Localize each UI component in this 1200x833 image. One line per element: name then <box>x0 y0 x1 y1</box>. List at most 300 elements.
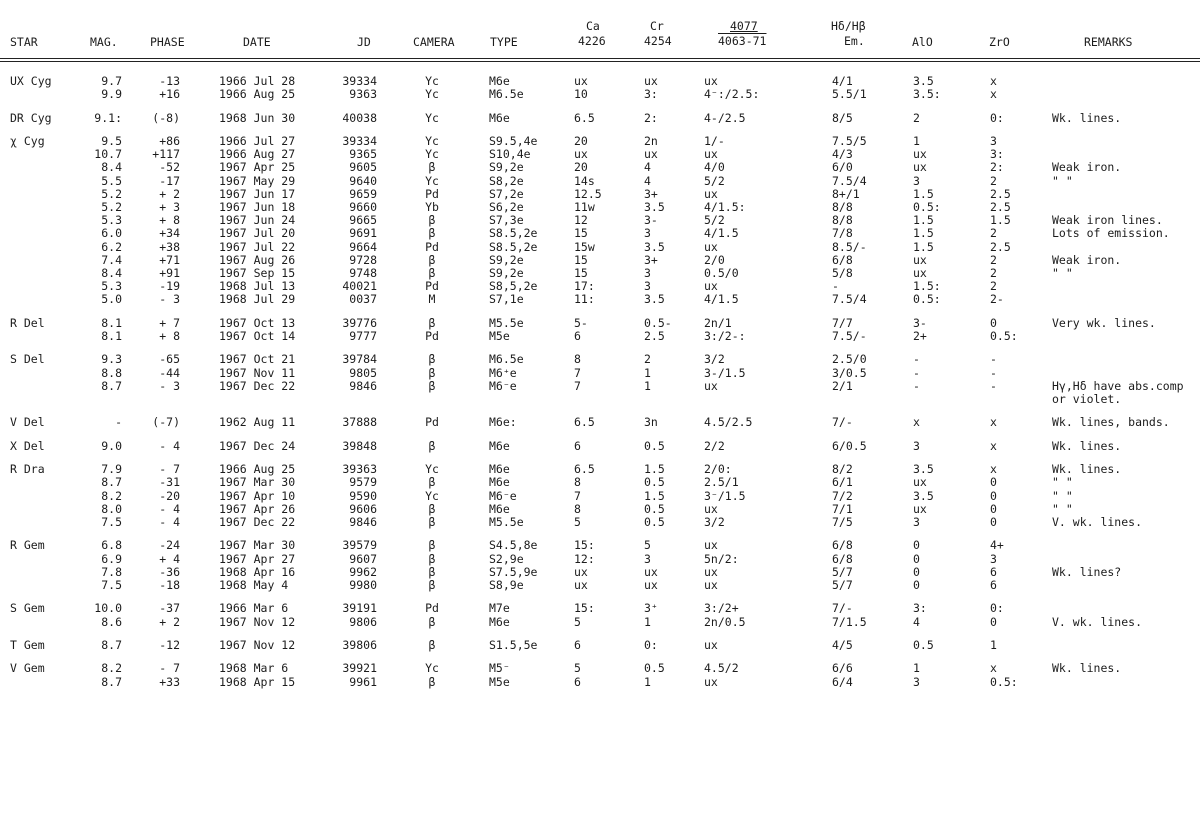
cell-zro: x <box>990 74 997 88</box>
cell-hd: 4/3 <box>832 147 853 162</box>
cell-cr: 5 <box>644 538 651 553</box>
cell-phase: -24 <box>159 538 180 553</box>
header-rule-top <box>0 58 1200 59</box>
cell-jd: 39921 <box>342 661 377 676</box>
cell-hd: 5/7 <box>832 578 853 592</box>
star-name: R Dra <box>10 462 45 477</box>
cell-jd: 39191 <box>342 601 377 616</box>
cell-mag: 10.0 <box>94 601 122 616</box>
cell-type: S7.5,9e <box>489 564 538 579</box>
header-type: TYPE <box>490 35 518 49</box>
cell-camera: β <box>428 538 436 553</box>
cell-ca: 8 <box>574 475 581 490</box>
cell-camera: β <box>428 501 436 516</box>
cell-hd: 7/- <box>832 601 853 616</box>
cell-type: M6e <box>489 462 510 477</box>
cell-zro: - <box>990 365 997 380</box>
cell-type: S9,2e <box>489 160 524 175</box>
star-name: X Del <box>10 438 45 453</box>
cell-zro: 0.5: <box>990 329 1018 343</box>
cell-ratio: ux <box>704 578 718 592</box>
cell-mag: 9.1: <box>94 110 122 125</box>
cell-cr: 0.5 <box>644 501 665 516</box>
cell-mag: - <box>115 415 122 430</box>
cell-hd: 8/8 <box>832 200 853 214</box>
cell-zro: 0 <box>990 475 997 490</box>
cell-mag: 5.0 <box>101 292 122 307</box>
cell-alo: ux <box>913 147 927 162</box>
cell-jd: 9640 <box>349 173 377 188</box>
cell-hd: 7/5 <box>832 515 853 529</box>
cell-date: 1968 Apr 15 <box>219 674 296 689</box>
cell-hd: 8/5 <box>832 110 853 125</box>
cell-cr: ux <box>644 147 658 162</box>
cell-ca: 6 <box>574 638 581 652</box>
cell-date: 1967 Oct 14 <box>219 329 296 343</box>
cell-type: S6,2e <box>489 200 524 214</box>
cell-ca: 12.5 <box>574 186 602 201</box>
cell-date: 1967 Jun 18 <box>219 200 296 214</box>
cell-date: 1968 Mar 6 <box>219 661 289 676</box>
cell-ratio: ux <box>704 564 718 579</box>
cell-ca: 5- <box>574 315 588 330</box>
cell-phase: -12 <box>159 638 180 652</box>
cell-type: M6e <box>489 110 510 125</box>
cell-jd: 9728 <box>349 252 377 267</box>
cell-mag: 8.7 <box>101 378 122 393</box>
cell-ratio: 2n/0.5 <box>704 614 746 629</box>
header-cr-bottom: 4254 <box>644 34 672 48</box>
cell-cr: 3 <box>644 551 651 566</box>
cell-cr: 0.5 <box>644 515 665 529</box>
cell-alo: 1.5 <box>913 213 934 228</box>
cell-jd: 9777 <box>349 329 377 343</box>
cell-remarks: " " <box>1052 266 1073 280</box>
star-name: V Gem <box>10 661 45 676</box>
header-rule-bottom <box>0 61 1200 62</box>
cell-ratio: 5/2 <box>704 173 725 188</box>
cell-remarks: " " <box>1052 501 1073 516</box>
cell-ratio: 3-/1.5 <box>704 365 746 380</box>
cell-jd: 9806 <box>349 614 377 629</box>
cell-alo: 3: <box>913 601 927 616</box>
cell-mag: 9.5 <box>101 134 122 148</box>
cell-camera: β <box>428 226 436 241</box>
cell-type: M6e <box>489 438 510 453</box>
cell-alo: 3 <box>913 438 920 453</box>
cell-ratio: 0.5/0 <box>704 266 739 280</box>
cell-date: 1967 Apr 26 <box>219 501 296 516</box>
cell-type: M5⁻ <box>489 661 510 676</box>
cell-zro: 3 <box>990 551 997 566</box>
cell-camera: Yc <box>425 87 439 102</box>
cell-alo: 3.5 <box>913 488 934 503</box>
cell-ca: ux <box>574 74 588 88</box>
cell-hd: 8/8 <box>832 213 853 228</box>
cell-zro: - <box>990 378 997 393</box>
cell-zro: - <box>990 352 997 367</box>
cell-jd: 9665 <box>349 213 377 228</box>
cell-date: 1968 Jul 13 <box>219 279 296 294</box>
cell-mag: 5.2 <box>101 200 122 214</box>
cell-hd: 8.5/- <box>832 239 867 254</box>
cell-cr: 1.5 <box>644 462 665 477</box>
star-name: S Del <box>10 352 45 367</box>
cell-zro: 2: <box>990 160 1004 175</box>
cell-camera: β <box>428 266 436 280</box>
cell-cr: 2 <box>644 352 651 367</box>
cell-date: 1967 Oct 21 <box>219 352 296 367</box>
cell-date: 1967 Dec 22 <box>219 515 296 529</box>
cell-jd: 39363 <box>342 462 377 477</box>
cell-type: S1.5,5e <box>489 638 538 652</box>
cell-mag: 6.9 <box>101 551 122 566</box>
cell-type: M6e <box>489 614 510 629</box>
cell-phase: + 4 <box>159 551 180 566</box>
cell-ratio: ux <box>704 279 718 294</box>
cell-hd: 6/1 <box>832 475 853 490</box>
cell-mag: 7.5 <box>101 515 122 529</box>
cell-ca: 6.5 <box>574 462 595 477</box>
cell-remarks: Weak iron lines. <box>1052 213 1163 228</box>
cell-zro: 0: <box>990 601 1004 616</box>
cell-mag: 9.3 <box>101 352 122 367</box>
cell-alo: 3 <box>913 674 920 689</box>
cell-jd: 9606 <box>349 501 377 516</box>
cell-camera: β <box>428 365 436 380</box>
cell-zro: x <box>990 438 997 453</box>
cell-date: 1967 Oct 13 <box>219 315 296 330</box>
star-name: UX Cyg <box>10 74 52 88</box>
cell-camera: Pd <box>425 239 439 254</box>
cell-ratio: 3:/2+ <box>704 601 739 616</box>
cell-type: S7,1e <box>489 292 524 307</box>
cell-hd: 4/5 <box>832 638 853 652</box>
cell-cr: 3n <box>644 415 658 430</box>
cell-jd: 9579 <box>349 475 377 490</box>
cell-cr: 3+ <box>644 186 658 201</box>
cell-mag: 6.8 <box>101 538 122 553</box>
cell-camera: Yc <box>425 110 439 125</box>
cell-type: M7e <box>489 601 510 616</box>
cell-cr: 3 <box>644 266 651 280</box>
cell-type: M5e <box>489 674 510 689</box>
cell-zro: 2- <box>990 292 1004 307</box>
cell-type: S8,2e <box>489 173 524 188</box>
cell-alo: 0 <box>913 551 920 566</box>
cell-hd: 7/7 <box>832 315 853 330</box>
cell-ratio: 4/1.5 <box>704 226 739 241</box>
cell-zro: 0: <box>990 110 1004 125</box>
cell-zro: x <box>990 87 997 102</box>
cell-hd: 6/8 <box>832 538 853 553</box>
header-cr-top: Cr <box>650 19 664 33</box>
cell-ca: 11w <box>574 200 595 214</box>
header-jd: JD <box>357 35 371 49</box>
cell-ca: 5 <box>574 515 581 529</box>
cell-phase: +33 <box>159 674 180 689</box>
cell-remarks: V. wk. lines. <box>1052 515 1143 529</box>
cell-camera: Yc <box>425 74 439 88</box>
cell-alo: 0.5: <box>913 200 941 214</box>
cell-camera: β <box>428 378 436 393</box>
cell-camera: Yc <box>425 488 439 503</box>
cell-cr: 0.5- <box>644 315 672 330</box>
cell-mag: 6.2 <box>101 239 122 254</box>
cell-mag: 8.7 <box>101 638 122 652</box>
cell-ratio: 4/1.5: <box>704 200 746 214</box>
cell-camera: Pd <box>425 601 439 616</box>
cell-alo: 3.5 <box>913 74 934 88</box>
cell-ca: 12: <box>574 551 595 566</box>
header-phase: PHASE <box>150 35 185 49</box>
cell-cr: 0.5 <box>644 661 665 676</box>
cell-phase: +34 <box>159 226 180 241</box>
cell-ratio: 5/2 <box>704 213 725 228</box>
cell-jd: 9605 <box>349 160 377 175</box>
cell-ratio: 4⁻:/2.5: <box>704 87 760 102</box>
star-name: T Gem <box>10 638 45 652</box>
cell-cr: ux <box>644 578 658 592</box>
cell-hd: 7.5/5 <box>832 134 867 148</box>
cell-ca: 8 <box>574 352 581 367</box>
cell-phase: + 7 <box>159 315 180 330</box>
cell-alo: - <box>913 352 920 367</box>
cell-alo: 2 <box>913 110 920 125</box>
cell-cr: 1.5 <box>644 488 665 503</box>
cell-hd: - <box>832 279 839 294</box>
cell-type: M6e <box>489 475 510 490</box>
cell-cr: ux <box>644 74 658 88</box>
cell-mag: 8.1 <box>101 329 122 343</box>
header-alo: AlO <box>912 35 933 49</box>
cell-date: 1968 Jun 30 <box>219 110 296 125</box>
cell-hd: 7.5/4 <box>832 173 867 188</box>
cell-ratio: 4/1.5 <box>704 292 739 307</box>
cell-cr: 3.5 <box>644 292 665 307</box>
cell-phase: - 4 <box>159 515 180 529</box>
cell-date: 1966 Aug 25 <box>219 87 296 102</box>
cell-phase: + 8 <box>159 329 180 343</box>
cell-cr: 3⁺ <box>644 601 658 616</box>
cell-ca: 20 <box>574 160 588 175</box>
cell-mag: 6.0 <box>101 226 122 241</box>
cell-cr: 2: <box>644 110 658 125</box>
cell-camera: β <box>428 515 436 529</box>
cell-mag: 9.0 <box>101 438 122 453</box>
cell-hd: 7.5/4 <box>832 292 867 307</box>
cell-camera: Pd <box>425 415 439 430</box>
cell-zro: 0 <box>990 614 997 629</box>
cell-remarks: V. wk. lines. <box>1052 614 1143 629</box>
cell-phase: +71 <box>159 252 180 267</box>
cell-remarks: Wk. lines. <box>1052 462 1122 477</box>
cell-date: 1966 Jul 28 <box>219 74 296 88</box>
cell-camera: Yc <box>425 661 439 676</box>
cell-date: 1967 Jul 20 <box>219 226 296 241</box>
cell-jd: 9748 <box>349 266 377 280</box>
cell-phase: -19 <box>159 279 180 294</box>
cell-cr: 0.5 <box>644 475 665 490</box>
cell-phase: (-8) <box>152 110 180 125</box>
cell-jd: 37888 <box>342 415 377 430</box>
cell-zro: 2 <box>990 173 997 188</box>
cell-ratio: ux <box>704 501 718 516</box>
cell-ratio: 2/2 <box>704 438 725 453</box>
cell-camera: β <box>428 252 436 267</box>
cell-ratio: 2n/1 <box>704 315 732 330</box>
cell-cr: ux <box>644 564 658 579</box>
cell-camera: β <box>428 551 436 566</box>
cell-hd: 7.5/- <box>832 329 867 343</box>
cell-alo: 3.5: <box>913 87 941 102</box>
cell-phase: - 7 <box>159 462 180 477</box>
cell-cr: 4 <box>644 160 651 175</box>
cell-type: M6.5e <box>489 87 524 102</box>
cell-ratio: 3⁻/1.5 <box>704 488 746 503</box>
cell-camera: Yc <box>425 173 439 188</box>
cell-zro: 2 <box>990 266 997 280</box>
star-name: V Del <box>10 415 45 430</box>
cell-ca: 17: <box>574 279 595 294</box>
cell-type: S8.5,2e <box>489 226 538 241</box>
cell-phase: -20 <box>159 488 180 503</box>
cell-zro: 0 <box>990 515 997 529</box>
cell-alo: 2+ <box>913 329 927 343</box>
cell-mag: 5.3 <box>101 279 122 294</box>
cell-alo: 0.5 <box>913 638 934 652</box>
cell-type: S7,3e <box>489 213 524 228</box>
cell-mag: 8.2 <box>101 661 122 676</box>
cell-date: 1967 Jun 24 <box>219 213 296 228</box>
cell-cr: 3.5 <box>644 239 665 254</box>
cell-camera: Yc <box>425 462 439 477</box>
cell-phase: - 7 <box>159 661 180 676</box>
cell-date: 1967 Nov 11 <box>219 365 296 380</box>
cell-mag: 8.0 <box>101 501 122 516</box>
cell-type: S7,2e <box>489 186 524 201</box>
cell-type: M6⁻e <box>489 488 517 503</box>
cell-date: 1962 Aug 11 <box>219 415 296 430</box>
cell-date: 1966 Aug 27 <box>219 147 296 162</box>
cell-jd: 40038 <box>342 110 377 125</box>
cell-hd: 6/0 <box>832 160 853 175</box>
cell-jd: 9664 <box>349 239 377 254</box>
cell-ca: 15 <box>574 252 588 267</box>
cell-ca: 5 <box>574 661 581 676</box>
cell-ca: 15 <box>574 266 588 280</box>
cell-camera: β <box>428 213 436 228</box>
cell-jd: 9365 <box>349 147 377 162</box>
cell-ratio: ux <box>704 378 718 393</box>
cell-hd: 7/- <box>832 415 853 430</box>
cell-zro: 4+ <box>990 538 1004 553</box>
cell-type: M6⁺e <box>489 365 517 380</box>
cell-jd: 9660 <box>349 200 377 214</box>
cell-date: 1967 Apr 10 <box>219 488 296 503</box>
cell-camera: β <box>428 475 436 490</box>
cell-jd: 39784 <box>342 352 377 367</box>
cell-ratio: ux <box>704 186 718 201</box>
cell-ca: 11: <box>574 292 595 307</box>
cell-zro: 2.5 <box>990 200 1011 214</box>
cell-camera: β <box>428 564 436 579</box>
cell-hd: 7/8 <box>832 226 853 241</box>
cell-phase: (-7) <box>152 415 180 430</box>
cell-alo: 0 <box>913 564 920 579</box>
cell-ratio: 3/2 <box>704 515 725 529</box>
cell-type: M5e <box>489 329 510 343</box>
cell-zro: 2 <box>990 252 997 267</box>
cell-zro: 2.5 <box>990 239 1011 254</box>
cell-mag: 8.4 <box>101 160 122 175</box>
cell-jd: 40021 <box>342 279 377 294</box>
cell-camera: Pd <box>425 279 439 294</box>
cell-ratio: ux <box>704 538 718 553</box>
cell-hd: 7/2 <box>832 488 853 503</box>
cell-date: 1966 Aug 25 <box>219 462 296 477</box>
cell-ca: 7 <box>574 378 581 393</box>
cell-phase: -37 <box>159 601 180 616</box>
cell-hd: 8/2 <box>832 462 853 477</box>
cell-zro: 2 <box>990 226 997 241</box>
header-remarks: REMARKS <box>1084 35 1133 49</box>
cell-zro: 6 <box>990 578 997 592</box>
cell-phase: -31 <box>159 475 180 490</box>
cell-cr: 1 <box>644 674 651 689</box>
cell-camera: Yc <box>425 147 439 162</box>
cell-type: M6e <box>489 74 510 88</box>
header-mag: MAG. <box>90 35 118 49</box>
cell-alo: ux <box>913 160 927 175</box>
cell-mag: 8.6 <box>101 614 122 629</box>
cell-cr: 3: <box>644 87 658 102</box>
cell-remarks: Wk. lines? <box>1052 564 1122 579</box>
cell-ca: 10 <box>574 87 588 102</box>
header-hd-bottom: Em. <box>844 34 865 48</box>
cell-ratio: ux <box>704 674 718 689</box>
cell-mag: 8.7 <box>101 475 122 490</box>
cell-cr: 1 <box>644 378 651 393</box>
cell-ratio: 2/0 <box>704 252 725 267</box>
cell-mag: 5.3 <box>101 213 122 228</box>
star-name: S Gem <box>10 601 45 616</box>
cell-type: S9.5,4e <box>489 134 538 148</box>
header-star: STAR <box>10 35 38 49</box>
cell-cr: 3.5 <box>644 200 665 214</box>
star-name: χ Cyg <box>10 134 45 148</box>
cell-type: M6⁻e <box>489 378 517 393</box>
cell-alo: - <box>913 365 920 380</box>
cell-alo: 4 <box>913 614 920 629</box>
cell-remarks: Wk. lines. <box>1052 110 1122 125</box>
cell-alo: 3 <box>913 515 920 529</box>
cell-phase: +91 <box>159 266 180 280</box>
header-ratio-bottom: 4063-71 <box>718 34 767 48</box>
cell-ca: ux <box>574 578 588 592</box>
header-ca-bottom: 4226 <box>578 34 606 48</box>
cell-alo: 1.5 <box>913 239 934 254</box>
cell-alo: - <box>913 378 920 393</box>
cell-ca: 7 <box>574 365 581 380</box>
cell-zro: x <box>990 462 997 477</box>
cell-hd: 3/0.5 <box>832 365 867 380</box>
cell-remarks: Wk. lines. <box>1052 661 1122 676</box>
cell-remarks: Weak iron. <box>1052 252 1122 267</box>
cell-date: 1967 Apr 25 <box>219 160 296 175</box>
cell-jd: 9590 <box>349 488 377 503</box>
cell-hd: 6/8 <box>832 551 853 566</box>
